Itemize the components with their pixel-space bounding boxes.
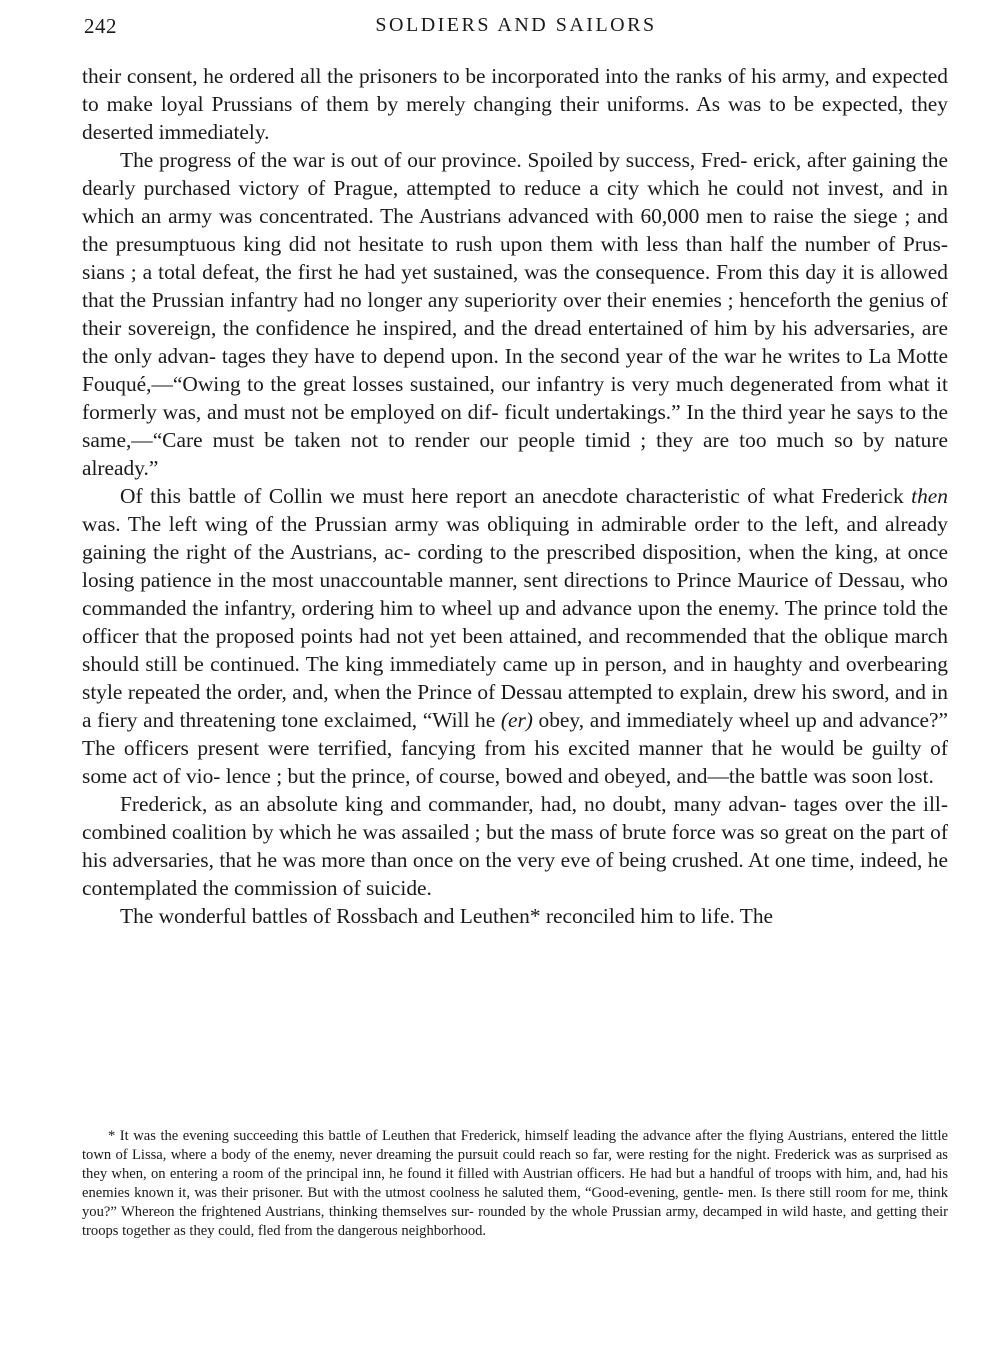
paragraph-5: The wonderful battles of Rossbach and Leuthen* reconciled him to life. The	[120, 904, 774, 928]
body-text	[82, 62, 948, 930]
paragraph-3-part-a: Of this battle of Collin we must here report an anecdote characteristic of what Frederick	[120, 484, 912, 508]
paragraph-3	[82, 482, 948, 790]
paragraph-4: Frederick, as an absolute king and commander, had, no doubt, many advan- tages over the ill-combined coalition by which he was assailed ; but the mass of brute force was so great on the part of his adversaries, that he was more than once on the very eve of being crushed. At one time, indeed, he contemplated the commission of suicide.	[82, 792, 948, 900]
footnote	[82, 1127, 948, 1241]
running-title: SOLDIERS AND SAILORS	[375, 14, 657, 36]
paragraph-3-part-b: was. The left wing of the Prussian army was obliquing in admirable order to the left, and already gaining the right of the Austrians, ac- cording to the prescribed disposition, when the king, at once losing patience in the most unaccountable manner, sent directions to Prince Maurice of Dessau, who commanded the infantry, ordering him to wheel up and advance upon the enemy. The prince told the officer that the proposed points had not yet been attained, and recommended that the oblique march should still be continued. The king immediately came up in person, and in haughty and overbearing style repeated the order, and, when the Prince of Dessau attempted to explain, drew his sword, and in a fiery and threatening tone exclaimed, “Will he	[82, 512, 948, 732]
footnote-text: * It was the evening succeeding this battle of Leuthen that Frederick, himself leading the advance after the flying Austrians, entered the little town of Lissa, where a body of the enemy, never dreaming the pursuit could reach so far, were resting for the night. Frederick was as surprised as they when, on entering a room of the principal inn, he found it filled with Austrian officers. He had but a handful of troops with him, and, had his enemies known it, was their prisoner. But with the utmost coolness he saluted them, “Good-evening, gentle- men. Is there still room for me, think you?” Whereon the frightened Austrians, thinking themselves sur- rounded by the whole Prussian army, decamped in wild haste, and getting their troops together as they could, fled from the dangerous neighborhood.	[82, 1128, 948, 1239]
emphasis-then: then	[911, 484, 948, 508]
emphasis-er: (er)	[500, 708, 533, 732]
paragraph-3-part-c: obey, and immediately wheel up and advance?” The officers present were terrified, fancying from his excited manner that he would be guilty of some act of vio- lence ; but the prince, of course, bowed and obeyed, and—the battle was soon lost.	[82, 708, 948, 788]
page-number: 242	[84, 14, 117, 38]
paragraph-1: their consent, he ordered all the prisoners to be incorporated into the ranks of his army, and expected to make loyal Prussians of them by merely changing their uniforms. As was to be expected, they deserted immediately.	[82, 64, 948, 144]
running-head	[84, 14, 948, 44]
paragraph-2: The progress of the war is out of our province. Spoiled by success, Fred- erick, after gaining the dearly purchased victory of Prague, attempted to reduce a city which he could not invest, and in which an army was concentrated. The Austrians advanced with 60,000 men to raise the siege ; and the presumptuous king did not hesitate to rush upon them with less than half the number of Prus- sians ; a total defeat, the first he had yet sustained, was the consequence. From this day it is allowed that the Prussian infantry had no longer any superiority over their enemies ; henceforth the genius of their sovereign, the confidence he inspired, and the dread entertained of him by his adversaries, are the only advan- tages they have to depend upon. In the second year of the war he writes to La Motte Fouqué,—“Owing to the great losses sustained, our infantry is very much degenerated from what it formerly was, and must not be employed on dif- ficult undertakings.” In the third year he says to the same,—“Care must be taken not to render our people timid ; they are too much so by nature already.”	[82, 148, 948, 480]
